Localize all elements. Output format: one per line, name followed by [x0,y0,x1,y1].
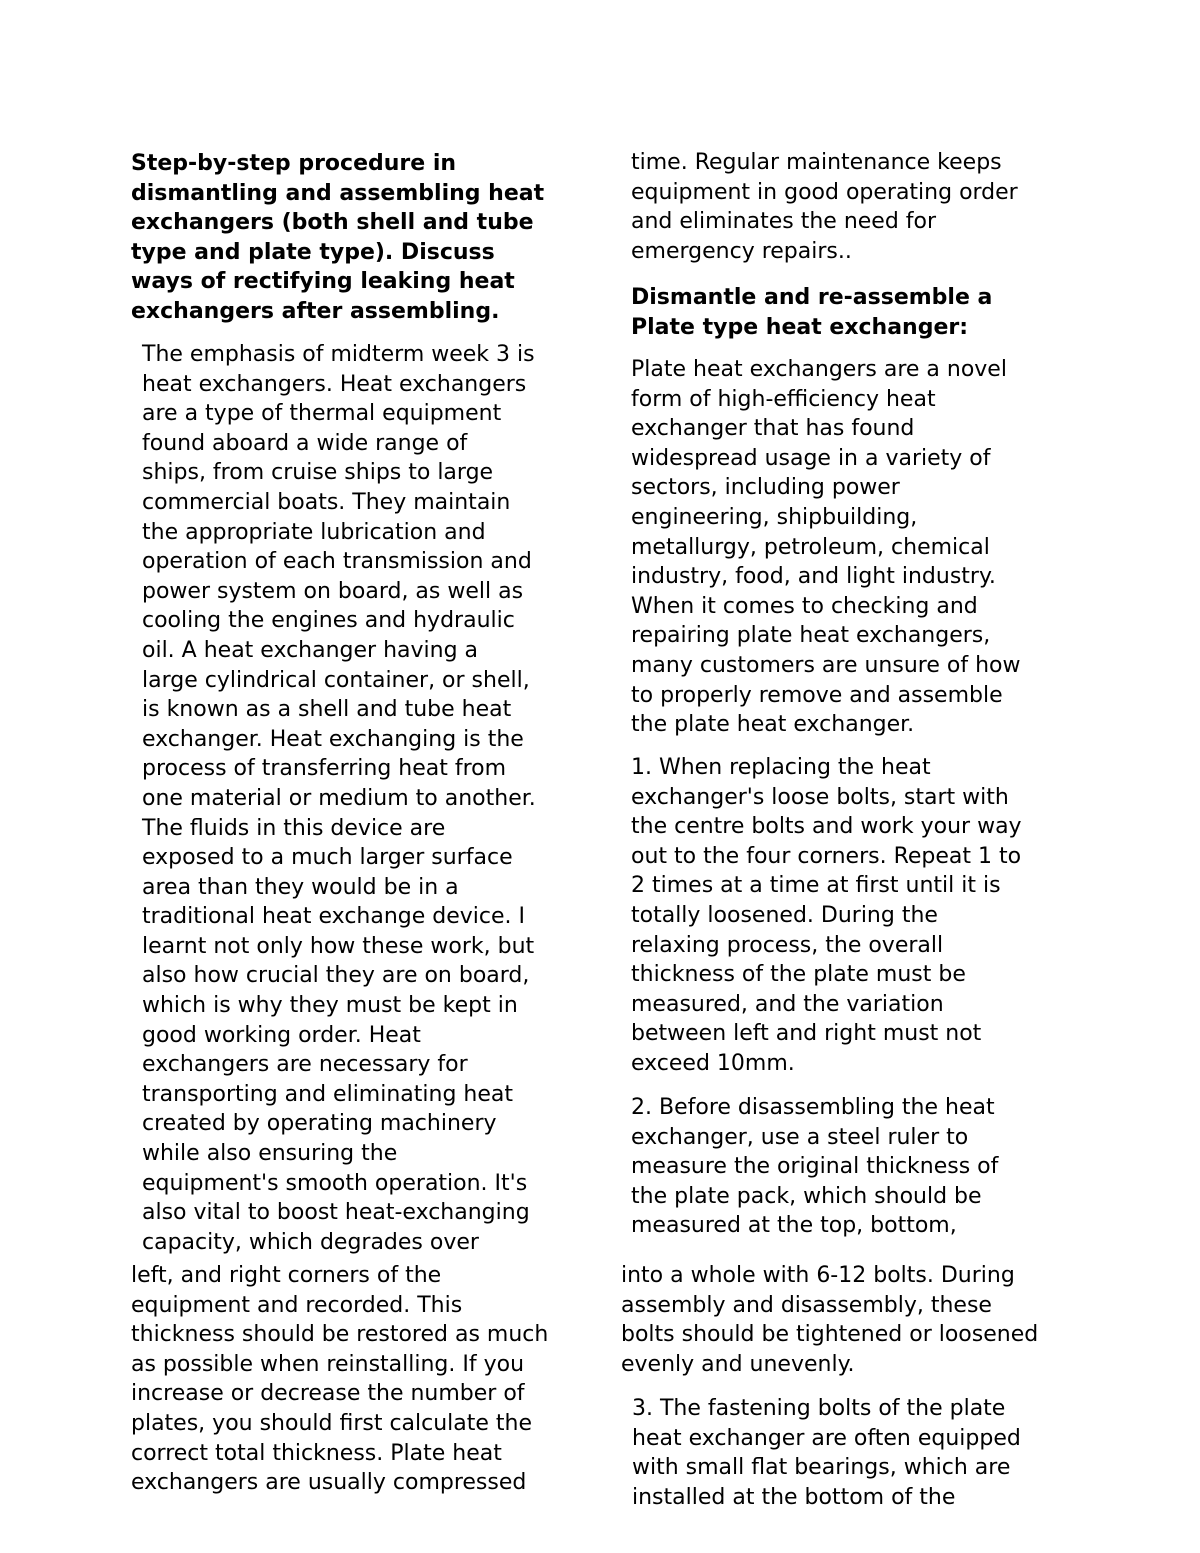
text-line: exchangers (both shell and tube [131,210,534,235]
section-heading-procedure [131,149,544,326]
text-line: left, and right corners of the [131,1263,442,1288]
text-line: are a type of thermal equipment [142,401,502,427]
text-line: also vital to boost heat-exchanging [142,1200,530,1226]
text-line: measure the original thickness of [631,1154,999,1180]
text-line: with small flat bearings, which are [632,1455,1011,1481]
text-line: Plate heat exchangers are a novel [631,357,1007,382]
text-line: good working order. Heat [142,1022,421,1048]
text-line: many customers are unsure of how [631,652,1021,678]
text-line: the centre bolts and work your way [631,814,1022,840]
text-line: 3. The fastening bolts of the plate [632,1396,1006,1421]
text-line: which is why they must be kept in [142,993,518,1019]
plate-type-intro-paragraph [631,355,1020,740]
text-line: Step-by-step procedure in [131,151,457,176]
text-line: into a whole with 6-12 bolts. During [621,1263,1015,1288]
text-line: exceed 10mm. [631,1050,795,1076]
text-line: is known as a shell and tube heat [142,697,512,723]
text-line: emergency repairs.. [631,238,852,264]
text-line: plates, you should first calculate the [131,1410,533,1436]
text-line: power system on board, as well as [142,578,524,604]
text-line: large cylindrical container, or shell, [142,667,530,693]
text-line: learnt not only how these work, but [142,933,535,959]
text-line: 2 times at a time at first until it is [631,873,1001,899]
text-line: exchangers after assembling. [131,298,500,324]
text-line: commercial boats. They maintain [142,489,511,515]
text-line: The emphasis of midterm week 3 is [142,342,535,367]
bolts-paragraph [621,1261,1038,1379]
text-line: exposed to a much larger surface [142,845,513,871]
text-line: capacity, which degrades over [142,1229,479,1255]
text-line: time. Regular maintenance keeps [631,150,1002,175]
text-line: equipment in good operating order [631,179,1018,205]
text-line: type and plate type). Discuss [131,239,495,265]
text-line: Plate type heat exchanger: [631,314,969,340]
text-line: sectors, including power [631,475,900,501]
text-line: Dismantle and re-assemble a [631,285,993,310]
text-line: equipment and recorded. This [131,1292,463,1318]
text-line: form of high-efficiency heat [631,386,936,412]
text-line: area than they would be in a [142,874,459,900]
text-line: cooling the engines and hydraulic [142,608,515,634]
text-line: heat exchanger are often equipped [632,1425,1021,1451]
text-line: engineering, shipbuilding, [631,504,918,530]
text-line: The fluids in this device are [142,815,446,841]
text-line: evenly and unevenly. [621,1351,855,1377]
text-line: process of transferring heat from [142,756,507,782]
text-line: equipment's smooth operation. It's [142,1170,528,1196]
text-line: the plate heat exchanger. [631,712,915,738]
text-line: bolts should be tightened or loosened [621,1322,1039,1348]
text-line: installed at the bottom of the [632,1484,956,1510]
text-line: traditional heat exchange device. I [142,904,526,930]
text-line: to properly remove and assemble [631,682,1003,708]
text-line: When it comes to checking and [631,593,978,619]
text-line: assembly and disassembly, these [621,1292,992,1318]
text-line: measured, and the variation [631,991,944,1017]
text-line: relaxing process, the overall [631,932,944,958]
text-line: industry, food, and light industry. [631,564,996,590]
text-line: measured at the top, bottom, [631,1213,957,1239]
text-line: exchanger that has found [631,416,915,442]
step-2-paragraph [631,1093,998,1241]
text-line: 1. When replacing the heat [631,755,931,780]
text-line: exchangers are usually compressed [131,1470,527,1496]
thickness-paragraph [131,1261,548,1498]
text-line: increase or decrease the number of [131,1381,525,1407]
text-line: and eliminates the need for [631,209,937,235]
text-line: oil. A heat exchanger having a [142,637,479,663]
section-heading-plate-type [631,283,992,342]
text-line: exchanger, use a steel ruler to [631,1124,969,1150]
text-line: thickness of the plate must be [631,962,966,988]
text-line: one material or medium to another. [142,785,536,811]
text-line: exchangers are necessary for [142,1052,468,1078]
text-line: 2. Before disassembling the heat [631,1095,995,1120]
text-line: totally loosened. During the [631,902,938,928]
intro-paragraph [142,340,536,1257]
text-line: transporting and eliminating heat [142,1081,514,1107]
text-line: thickness should be restored as much [131,1322,549,1348]
text-line: found aboard a wide range of [142,430,468,456]
text-line: widespread usage in a variety of [631,445,991,471]
text-line: ships, from cruise ships to large [142,460,494,486]
step-3-paragraph [632,1394,1021,1512]
text-line: the plate pack, which should be [631,1183,982,1209]
text-line: exchanger. Heat exchanging is the [142,726,524,752]
text-line: ways of rectifying leaking heat [131,269,515,294]
text-line: the appropriate lubrication and [142,519,486,545]
text-line: correct total thickness. Plate heat [131,1440,502,1466]
text-line: created by operating machinery [142,1111,497,1137]
text-line: metallurgy, petroleum, chemical [631,534,990,560]
text-line: as possible when reinstalling. If you [131,1351,525,1377]
text-line: repairing plate heat exchangers, [631,623,991,649]
text-line: between left and right must not [631,1021,982,1047]
text-line: out to the four corners. Repeat 1 to [631,843,1022,869]
text-line: also how crucial they are on board, [142,963,530,989]
text-line: operation of each transmission and [142,549,532,575]
continuation-paragraph [631,148,1018,266]
text-line: while also ensuring the [142,1141,398,1167]
text-line: dismantling and assembling heat [131,180,545,206]
text-line: heat exchangers. Heat exchangers [142,371,527,397]
step-1-paragraph [631,753,1022,1079]
text-line: exchanger's loose bolts, start with [631,784,1009,810]
